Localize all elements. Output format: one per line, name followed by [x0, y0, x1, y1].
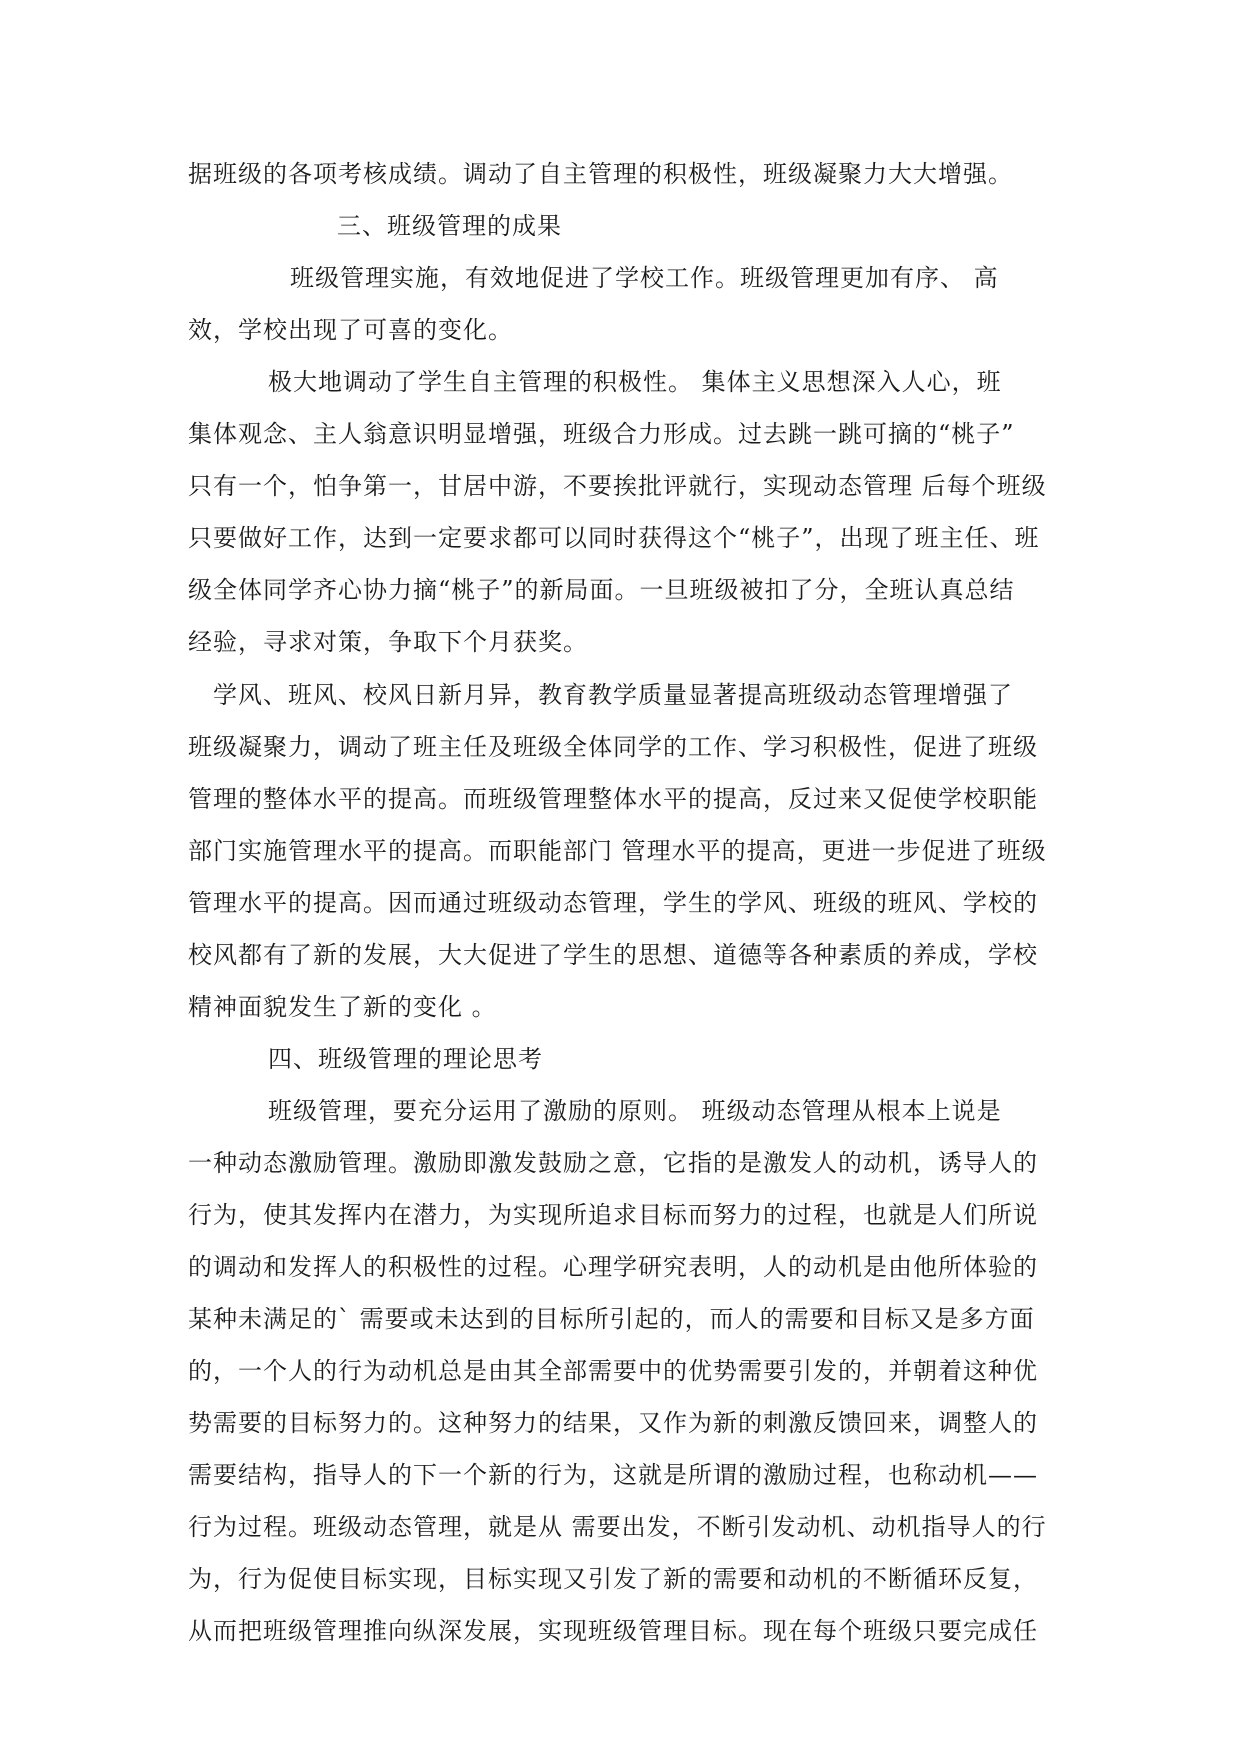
text-line: 从而把班级管理推向纵深发展，实现班级管理目标。现在每个班级只要完成任: [188, 1617, 1038, 1645]
text-line: 管理水平的提高。因而通过班级动态管理，学生的学风、班级的班风、学校的: [188, 889, 1038, 917]
text-line: 势需要的目标努力的。这种努力的结果，又作为新的刺激反馈回来，调整人的: [188, 1409, 1038, 1437]
text-line: 只有一个，怕争第一，甘居中游，不要挨批评就行，实现动态管理 后每个班级: [188, 472, 1047, 500]
text-line: 极大地调动了学生自主管理的积极性。 集体主义思想深入人心，班: [268, 368, 1002, 396]
text-line: 班级凝聚力，调动了班主任及班级全体同学的工作、学习积极性，促进了班级: [188, 733, 1038, 761]
text-line: 部门实施管理水平的提高。而职能部门 管理水平的提高，更进一步促进了班级: [188, 837, 1047, 865]
text-line: 需要结构，指导人的下一个新的行为，这就是所谓的激励过程，也称动机——: [188, 1461, 1038, 1489]
text-line: 某种未满足的` 需要或未达到的目标所引起的，而人的需要和目标又是多方面: [188, 1305, 1035, 1333]
text-line: 集体观念、主人翁意识明显增强，班级合力形成。过去跳一跳可摘的“桃子”: [188, 420, 1015, 448]
text-line: 管理的整体水平的提高。而班级管理整体水平的提高，反过来又促使学校职能: [188, 785, 1038, 813]
text-line: 级全体同学齐心协力摘“桃子”的新局面。一旦班级被扣了分，全班认真总结: [188, 576, 1015, 604]
text-line: 经验，寻求对策，争取下个月获奖。: [188, 628, 588, 656]
text-line: 效，学校出现了可喜的变化。: [188, 316, 513, 344]
text-line: 校风都有了新的发展，大大促进了学生的思想、道德等各种素质的养成，学校: [188, 941, 1038, 969]
text-line: 一种动态激励管理。激励即激发鼓励之意，它指的是激发人的动机，诱导人的: [188, 1149, 1038, 1177]
text-line: 只要做好工作，达到一定要求都可以同时获得这个“桃子”，出现了班主任、班: [188, 524, 1040, 552]
text-line: 班级管理，要充分运用了激励的原则。 班级动态管理从根本上说是: [268, 1097, 1002, 1125]
text-line: 行为，使其发挥内在潜力，为实现所追求目标而努力的过程，也就是人们所说: [188, 1201, 1038, 1229]
text-line: 的调动和发挥人的积极性的过程。心理学研究表明，人的动机是由他所体验的: [188, 1253, 1038, 1281]
text-line: 行为过程。班级动态管理，就是从 需要出发，不断引发动机、动机指导人的行: [188, 1513, 1047, 1541]
text-line: 据班级的各项考核成绩。调动了自主管理的积极性，班级凝聚力大大增强。: [188, 160, 1013, 188]
section-heading: 三、班级管理的成果: [337, 212, 562, 240]
text-line: 的，一个人的行为动机总是由其全部需要中的优势需要引发的，并朝着这种优: [188, 1357, 1038, 1385]
text-line: 为，行为促使目标实现，目标实现又引发了新的需要和动机的不断循环反复，: [188, 1565, 1038, 1593]
text-line: 精神面貌发生了新的变化 。: [188, 993, 497, 1021]
text-line: 班级管理实施，有效地促进了学校工作。班级管理更加有序、 高: [290, 264, 999, 292]
section-heading: 四、班级管理的理论思考: [268, 1045, 543, 1073]
text-line: 学风、班风、校风日新月异，教育教学质量显著提高班级动态管理增强了: [213, 681, 1013, 709]
